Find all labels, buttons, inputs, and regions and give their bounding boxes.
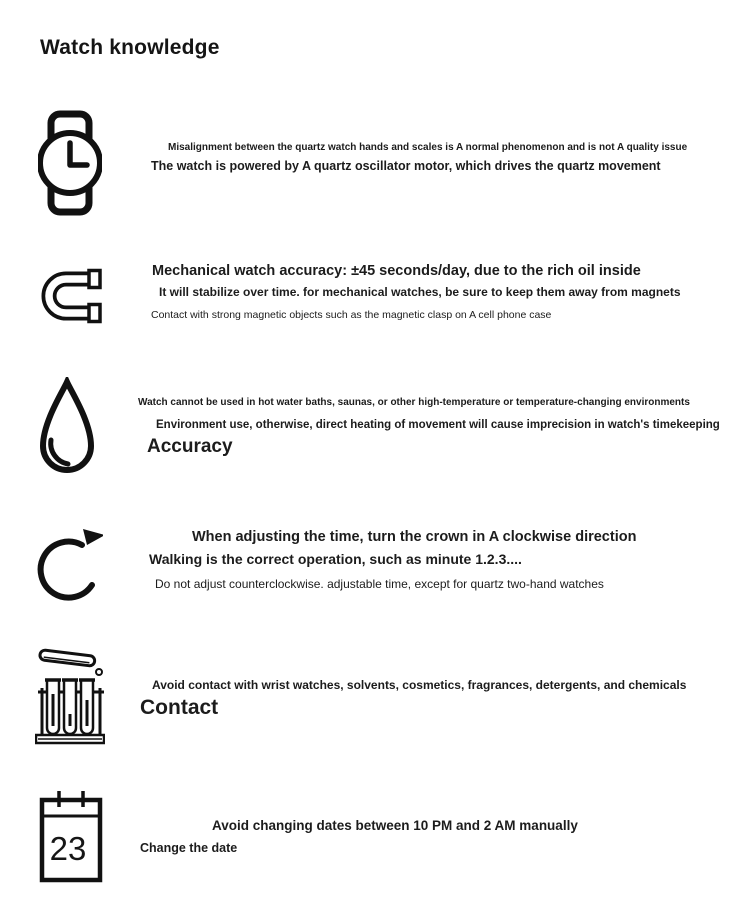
text-line: Watch cannot be used in hot water baths, saunas, or other high-temperature or temperature-changing environments <box>138 397 690 408</box>
text-line: The watch is powered by A quartz oscillator motor, which drives the quartz movement <box>151 159 661 173</box>
water-drop-icon <box>36 377 98 481</box>
magnet-icon <box>36 262 104 330</box>
section-heading: Contact <box>140 696 219 719</box>
section-date-change <box>120 818 745 855</box>
section-temperature <box>120 397 745 458</box>
section-magnetism <box>120 263 745 321</box>
text-line: Do not adjust counterclockwise. adjustable time, except for quartz two-hand watches <box>155 577 604 591</box>
test-tubes-icon <box>35 642 105 747</box>
text-line: It will stabilize over time. for mechanical watches, be sure to keep them away from magnets <box>159 285 681 299</box>
calendar-day-number: 23 <box>49 830 87 867</box>
wristwatch-icon <box>38 110 102 216</box>
section-chemicals <box>120 678 745 720</box>
clockwise-arrow-icon <box>37 519 103 612</box>
text-line: Environment use, otherwise, direct heating of movement will cause imprecision in watch's timekeeping <box>156 419 720 431</box>
text-line: Avoid changing dates between 10 PM and 2 AM manually <box>212 818 578 833</box>
section-crown-adjustment <box>120 529 745 591</box>
section-quartz-movement <box>120 142 745 173</box>
page-title: Watch knowledge <box>40 36 220 59</box>
section-heading: Accuracy <box>147 436 233 457</box>
text-line: When adjusting the time, turn the crown in A clockwise direction <box>192 529 637 545</box>
text-line: Avoid contact with wrist watches, solvents, cosmetics, fragrances, detergents, and chemicals <box>152 678 687 692</box>
text-line: Contact with strong magnetic objects such as the magnetic clasp on A cell phone case <box>151 309 552 321</box>
calendar-icon <box>37 787 105 886</box>
text-line: Misalignment between the quartz watch hands and scales is A normal phenomenon and is not A quality issue <box>168 142 688 153</box>
text-line: Walking is the correct operation, such as minute 1.2.3.... <box>149 551 522 567</box>
text-line: Change the date <box>140 841 238 855</box>
text-line: Mechanical watch accuracy: ±45 seconds/day, due to the rich oil inside <box>152 263 641 279</box>
